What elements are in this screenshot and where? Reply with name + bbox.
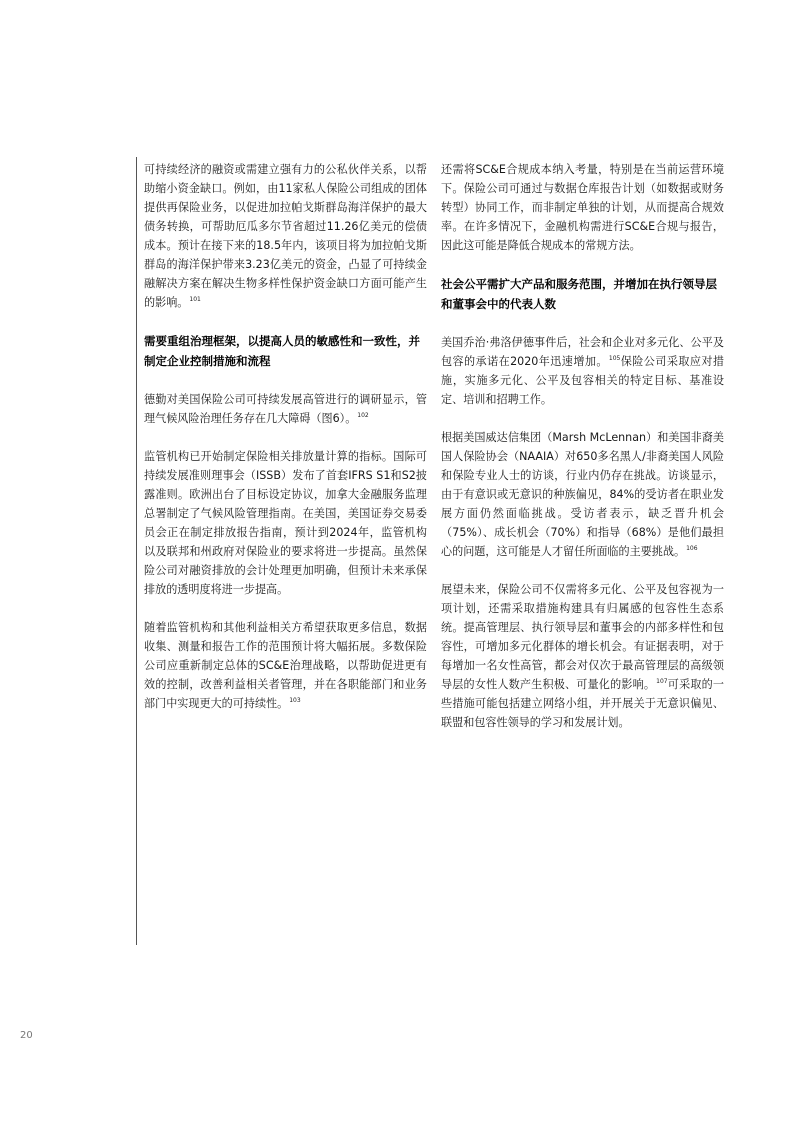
paragraph-text: 还需将SC&E合规成本纳入考量，特别是在当前运营环境下。保险公司可通过与数据仓库报告计划（如数据或财务转型）协同工作，而非制定单独的计划，从而提高合规效率。在许多情况下，金融机构需进行SC&E合规与报告，因此这可能是降低合规成本的常规方法。 bbox=[441, 163, 724, 252]
paragraph-text: 监管机构已开始制定保险相关排放量计算的指标。国际可持续发展准则理事会（ISSB）发布了首套IFRS S1和S2披露准则。欧洲出台了目标设定协议，加拿大金融服务监理总署制定了气候风险管理指南。在美国，美国证券交易委员会正在制定排放报告指南，预计到2024年，监管机构以及联邦和州政府对保险业的要求将进一步提高。虽然保险公司对融资排放的会计处理更加明确，但预计未来承保排放的透明度将进一步提高。 bbox=[144, 450, 427, 596]
paragraph bbox=[144, 447, 427, 599]
paragraph-text: 随着监管机构和其他利益相关方希望获取更多信息，数据收集、测量和报告工作的范围预计将大幅拓展。多数保险公司应重新制定总体的SC&E治理战略，以帮助促进更有效的控制，改善利益相关者管理，并在各职能部门和业务部门中实现更大的可持续性。 bbox=[144, 621, 427, 710]
paragraph-text: 可采取的一些措施可能包括建立网络小组，并开展关于无意识偏见、联盟和包容性领导的学习和发展计划。 bbox=[441, 678, 724, 729]
page-number: 20 bbox=[20, 1030, 33, 1041]
section-heading: 需要重组治理框架，以提高人员的敏感性和一致性，并制定企业控制措施和流程 bbox=[144, 334, 420, 368]
footnote-ref: 102 bbox=[357, 412, 369, 419]
paragraph-text: 保险公司采取应对措施，实施多元化、公平及包容相关的特定目标、基准设定、培训和招聘工作。 bbox=[441, 355, 724, 406]
paragraph bbox=[441, 428, 724, 561]
footnote-ref: 101 bbox=[189, 296, 201, 303]
footnote-ref: 103 bbox=[289, 697, 301, 704]
paragraph-text: 可持续经济的融资或需建立强有力的公私伙伴关系，以帮助缩小资金缺口。例如，由11家私人保险公司组成的团体提供再保险业务，以促进加拉帕戈斯群岛海洋保护的最大债务转换，可帮助厄瓜多尔节省超过11.26亿美元的偿债成本。预计在接下来的18.5年内，该项目将为加拉帕戈斯群岛的海洋保护带来3.23亿美元的资金，凸显了可持续金融解决方案在解决生物多样性保护资金缺口方面可能产生的影响。 bbox=[144, 163, 427, 309]
paragraph-text: 根据美国威达信集团（Marsh McLennan）和美国非裔美国人保险协会（NAAIA）对650多名黑人/非裔美国人风险和保险专业人士的访谈，行业内仍存在挑战。访谈显示，由于有意识或无意识的种族偏见，84%的受访者在职业发展方面仍然面临挑战。受访者表示，缺乏晋升机会（75%）、成长机会（70%）和指导（68%）是他们最担心的问题，这可能是人才留任所面临的主要挑战。 bbox=[441, 431, 724, 558]
left-column bbox=[144, 160, 427, 732]
column-divider-rule bbox=[136, 157, 137, 945]
section-heading: 社会公平需扩大产品和服务范围，并增加在执行领导层和董事会中的代表人数 bbox=[441, 277, 717, 311]
footnote-ref: 106 bbox=[686, 545, 698, 552]
right-column bbox=[441, 160, 724, 751]
footnote-ref: 105 bbox=[608, 355, 621, 362]
paragraph bbox=[144, 618, 427, 713]
paragraph-text: 展望未来，保险公司不仅需将多元化、公平及包容视为一项计划，还需采取措施构建具有归属感的包容性生态系统。提高管理层、执行领导层和董事会的内部多样性和包容性，可增加多元化群体的增长机会。有证据表明，对于每增加一名女性高管，都会对仅次于最高管理层的高级领导层的女性人数产生积极、可量化的影响。 bbox=[441, 583, 724, 691]
footnote-ref: 107 bbox=[656, 678, 668, 685]
paragraph-text: 德勤对美国保险公司可持续发展高管进行的调研显示，管理气候风险治理任务存在几大障碍（图6）。 bbox=[144, 393, 427, 425]
paragraph bbox=[441, 160, 724, 255]
paragraph-text: 美国乔治·弗洛伊德事件后，社会和企业对多元化、公平及包容的承诺在2020年迅速增加。 bbox=[441, 336, 724, 368]
paragraph bbox=[144, 390, 427, 428]
paragraph bbox=[441, 580, 724, 732]
paragraph bbox=[441, 333, 724, 409]
paragraph bbox=[144, 160, 427, 312]
